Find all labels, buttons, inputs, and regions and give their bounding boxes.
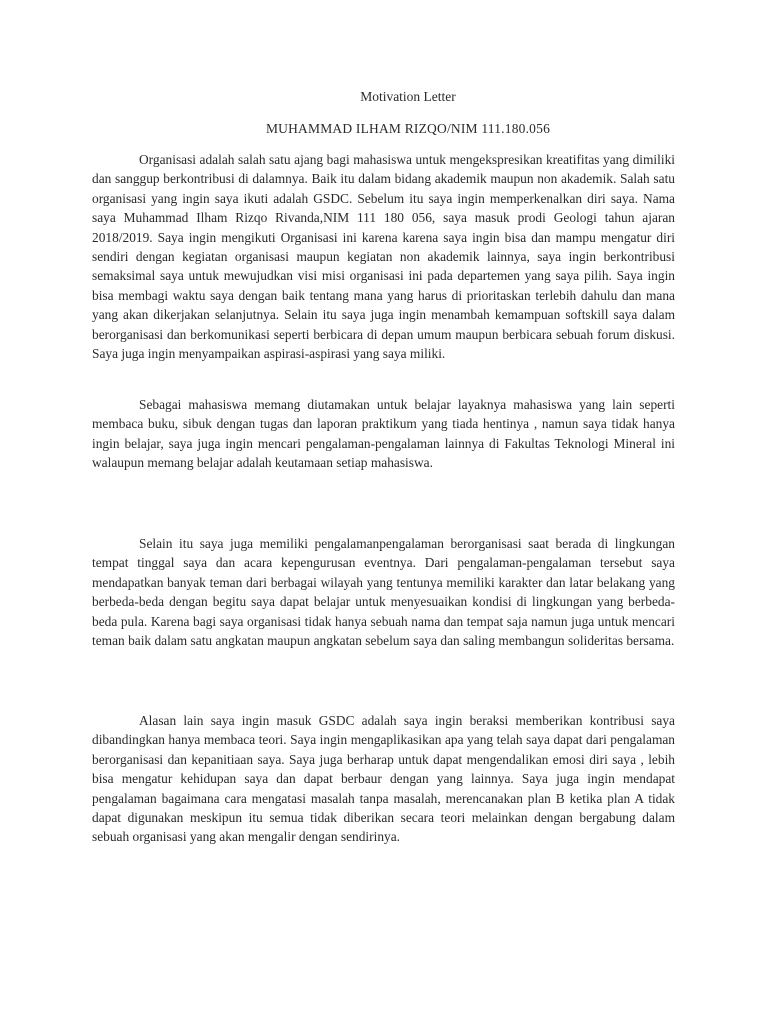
paragraph-2: Sebagai mahasiswa memang diutamakan untuk belajar layaknya mahasiswa yang lain seperti membaca buku, sibuk dengan tugas dan laporan praktikum yang tiada hentinya , namun saya tidak hanya ingin belajar, saya juga ingin mencari pengalaman-pengalaman lainnya di Fakultas Teknologi Mineral ini walaupun memang belajar adalah keutamaan setiap mahasiswa. bbox=[92, 397, 675, 471]
document-title: Motivation Letter bbox=[360, 89, 456, 104]
paragraph-4: Alasan lain saya ingin masuk GSDC adalah saya ingin beraksi memberikan kontribusi saya dibandingkan hanya membaca teori. Saya ingin mengaplikasikan apa yang telah saya dapat dari pengalaman berorganisasi dan kepanitiaan saya. Saya juga berharap untuk dapat mengendalikan emosi diri saya , lebih bisa mengatur kehidupan saya dan dapat berbaur dengan yang lainnya. Saya juga ingin mendapat pengalaman bagaimana cara mengatasi masalah tanpa masalah, merencanakan plan B ketika plan A tidak dapat digunakan meskipun itu semua tidak diberikan secara teori melainkan dengan bergabung dalam sebuah organisasi yang akan mengalir dengan sendirinya. bbox=[92, 713, 675, 845]
paragraph-1: Organisasi adalah salah satu ajang bagi mahasiswa untuk mengekspresikan kreatifitas yang dimiliki dan sanggup berkontribusi di dalamnya. Baik itu dalam bidang akademik maupun non akademik. Salah satu organisasi yang ingin saya ikuti adalah GSDC. Sebelum itu saya ingin memperkenalkan diri saya. Nama saya Muhammad Ilham Rizqo Rivanda,NIM 111 180 056, saya masuk prodi Geologi tahun ajaran 2018/2019. Saya ingin mengikuti Organisasi ini karena karena saya ingin bisa dan mampu mengatur diri sendiri dengan kegiatan organisasi maupun kegiatan non akademik lainnya, saya ingin berkontribusi semaksimal saya untuk mewujudkan visi misi organisasi ini pada departemen yang saya pilih. Saya ingin bisa membagi waktu saya dengan baik tentang mana yang harus di prioritaskan terlebih dahulu dan mana yang akan dikerjakan selanjutnya. Selain itu saya juga ingin menambah kemampuan softskill saya dalam berorganisasi dan berkomunikasi seperti berbicara di depan umum maupun berbicara sebuah forum diskusi. Saya juga ingin menyampaikan aspirasi-aspirasi yang saya miliki. bbox=[92, 152, 675, 362]
author-name-nim: MUHAMMAD ILHAM RIZQO/NIM 111.180.056 bbox=[265, 121, 551, 136]
paragraph-3: Selain itu saya juga memiliki pengalamanpengalaman berorganisasi saat berada di lingkungan tempat tinggal saya dan acara kepengurusan eventnya. Dari pengalaman-pengalaman tersebut saya mendapatkan banyak teman dari berbagai wilayah yang tentunya memiliki karakter dan latar belakang yang berbeda-beda dengan begitu saya dapat belajar untuk menyesuaikan kondisi di lingkungan yang berbeda-beda pula. Karena bagi saya organisasi tidak hanya sebuah nama dan tempat saja namun juga untuk mencari teman baik dalam satu angkatan maupun angkatan sebelum saya dan saling membangun solideritas bersama. bbox=[92, 536, 675, 649]
